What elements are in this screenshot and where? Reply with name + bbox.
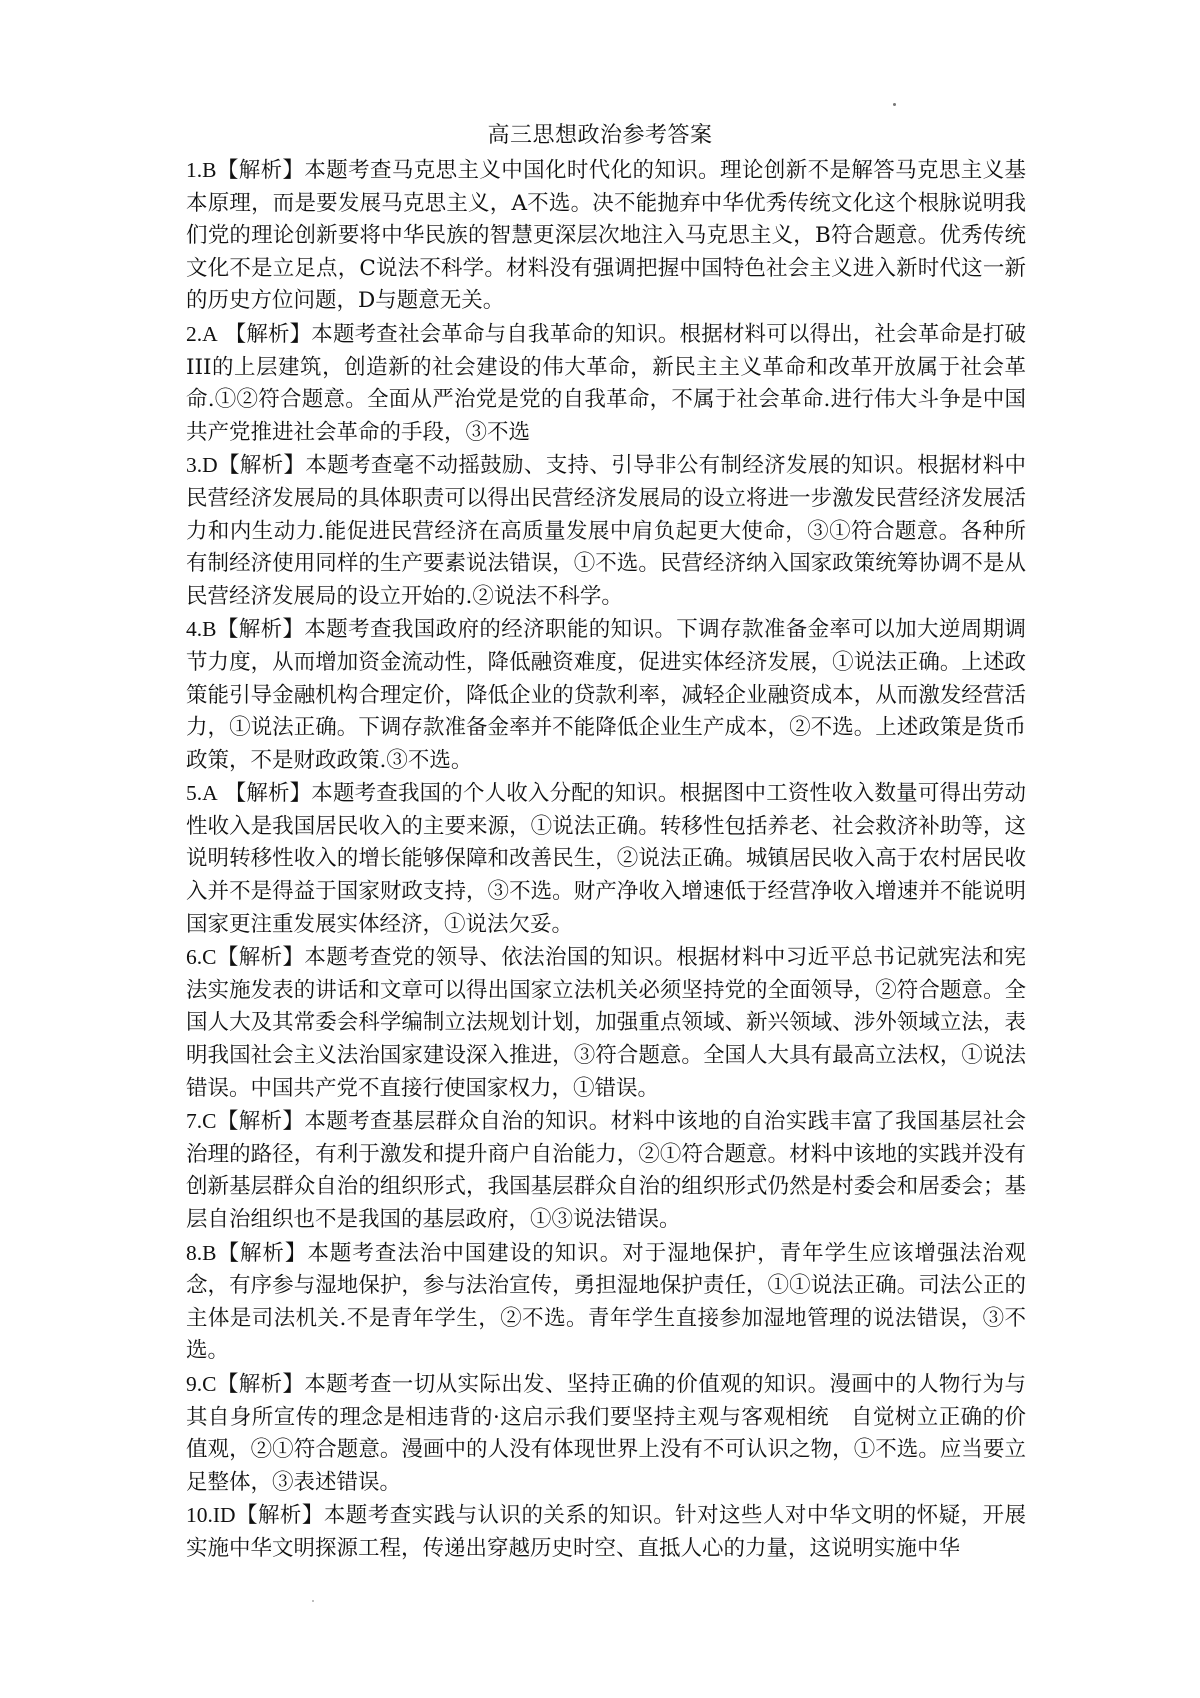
answer-text: 【解析】本题考查毫不动摇鼓励、支持、引导非公有制经济发展的知识。根据材料中民营经济发展局的具体职责可以得出民营经济发展局的设立将进一步激发民营经济发展活力和内生动力.能促进民营经济在高质量发展中肩负起更大使命，③①符合题意。各种所有制经济使用同样的生产要素说法错误，①不选。民营经济纳入国家政策统筹协调不是从民营经济发展局的设立开始的.②说法不科学。 xyxy=(186,453,1026,609)
answer-text: 【解析】本题考查法治中国建设的知识。对于湿地保护，青年学生应该增强法治观念，有序参与湿地保护，参与法治宣传，勇担湿地保护责任，①①说法正确。司法公正的主体是司法机关.不是青年学生，②不选。青年学生直接参加湿地管理的说法错误，③不选。 xyxy=(186,1240,1026,1364)
answer-text: 【解析】本题考查基层群众自治的知识。材料中该地的自治实践丰富了我国基层社会治理的路径，有利于激发和提升商户自治能力，②①符合题意。材料中该地的实践并没有创新基层群众自治的组织形式，我国基层群众自治的组织形式仍然是村委会和居委会；基层自治组织也不是我国的基层政府，①③说法错误。 xyxy=(186,1109,1026,1232)
answer-item xyxy=(186,318,1026,449)
answer-item xyxy=(186,941,1026,1105)
answer-item xyxy=(186,777,1026,941)
answer-number: 8.B xyxy=(186,1240,217,1265)
answer-text: 【解析】本题考查我国政府的经济职能的知识。下调存款准备金率可以加大逆周期调节力度，从而增加资金流动性，降低融资难度，促进实体经济发展，①说法正确。上述政策能引导金融机构合理定价，降低企业的贷款利率，减轻企业融资成本，从而激发经营活力，①说法正确。下调存款准备金率并不能降低企业生产成本，②不选。上述政策是货币政策，不是财政政策.③不选。 xyxy=(186,617,1026,773)
answer-text: 【解析】本题考查实践与认识的关系的知识。针对这些人对中华文明的怀疑，开展实施中华文明探源工程，传递出穿越历史时空、直抵人心的力量，这说明实施中华 xyxy=(186,1503,1026,1561)
answer-text: 【解析】本题考查我国的个人收入分配的知识。根据图中工资性收入数量可得出劳动性收入是我国居民收入的主要来源，①说法正确。转移性包括养老、社会救济补助等，这说明转移性收入的增长能够保障和改善民生，②说法正确。城镇居民收入高于农村居民收入并不是得益于国家财政支持，③不选。财产净收入增速低于经营净收入增速并不能说明国家更注重发展实体经济，①说法欠妥。 xyxy=(186,781,1026,937)
scan-speck xyxy=(312,1600,314,1602)
answer-item xyxy=(186,449,1026,613)
answer-number: 5.A xyxy=(186,781,218,806)
answer-list xyxy=(186,154,1026,1566)
answer-item xyxy=(186,1368,1026,1499)
answer-text: 【解析】本题考查社会革命与自我革命的知识。根据材料可以得出，社会革命是打破III的上层建筑，创造新的社会建设的伟大革命，新民主主义革命和改革开放属于社会革命.①②符合题意。全面从严治党是党的自我革命，不属于社会革命.进行伟大斗争是中国共产党推进社会革命的手段，③不选 xyxy=(186,321,1026,445)
answer-number: 10.ID xyxy=(186,1503,236,1528)
answer-text: 【解析】本题考查马克思主义中国化时代化的知识。理论创新不是解答马克思主义基本原理，而是要发展马克思主义，A不选。决不能抛弃中华优秀传统文化这个根脉说明我们党的理论创新要将中华民族的智慧更深层次地注入马克思主义，B符合题意。优秀传统文化不是立足点，C说法不科学。材料没有强调把握中国特色社会主义进入新时代这一新的历史方位问题，D与题意无关。 xyxy=(186,158,1026,314)
answer-number: 1.B xyxy=(186,158,217,182)
answer-number: 7.C xyxy=(186,1109,217,1134)
answer-item xyxy=(186,154,1026,318)
answer-item xyxy=(186,613,1026,777)
page-title: 高三思想政治参考答案 xyxy=(487,123,713,148)
answer-number: 4.B xyxy=(186,617,217,642)
answer-number: 6.C xyxy=(186,945,217,970)
answer-text: 【解析】本题考查党的领导、依法治国的知识。根据材料中习近平总书记就宪法和宪法实施发表的讲话和文章可以得出国家立法机关必须坚持党的全面领导，②符合题意。全国人大及其常委会科学编制立法规划计划，加强重点领域、新兴领域、涉外领域立法，表明我国社会主义法治国家建设深入推进，③符合题意。全国人大具有最高立法权，①说法错误。中国共产党不直接行使国家权力，①错误。 xyxy=(186,945,1026,1101)
scan-speck xyxy=(893,103,896,106)
answer-item xyxy=(186,1105,1026,1236)
answer-number: 2.A xyxy=(186,321,218,346)
answer-text: 【解析】本题考查一切从实际出发、坚持正确的价值观的知识。漫画中的人物行为与其自身所宣传的理念是相违背的·这启示我们要坚持主观与客观相统 自觉树立正确的价值观，②①符合题意。漫画中的人没有体现世界上没有不可认识之物，①不选。应当要立足整体，③表述错误。 xyxy=(186,1371,1026,1495)
answer-number: 9.C xyxy=(186,1371,217,1396)
answer-number: 3.D xyxy=(186,453,218,478)
answer-item xyxy=(186,1499,1026,1565)
answer-item xyxy=(186,1237,1026,1368)
